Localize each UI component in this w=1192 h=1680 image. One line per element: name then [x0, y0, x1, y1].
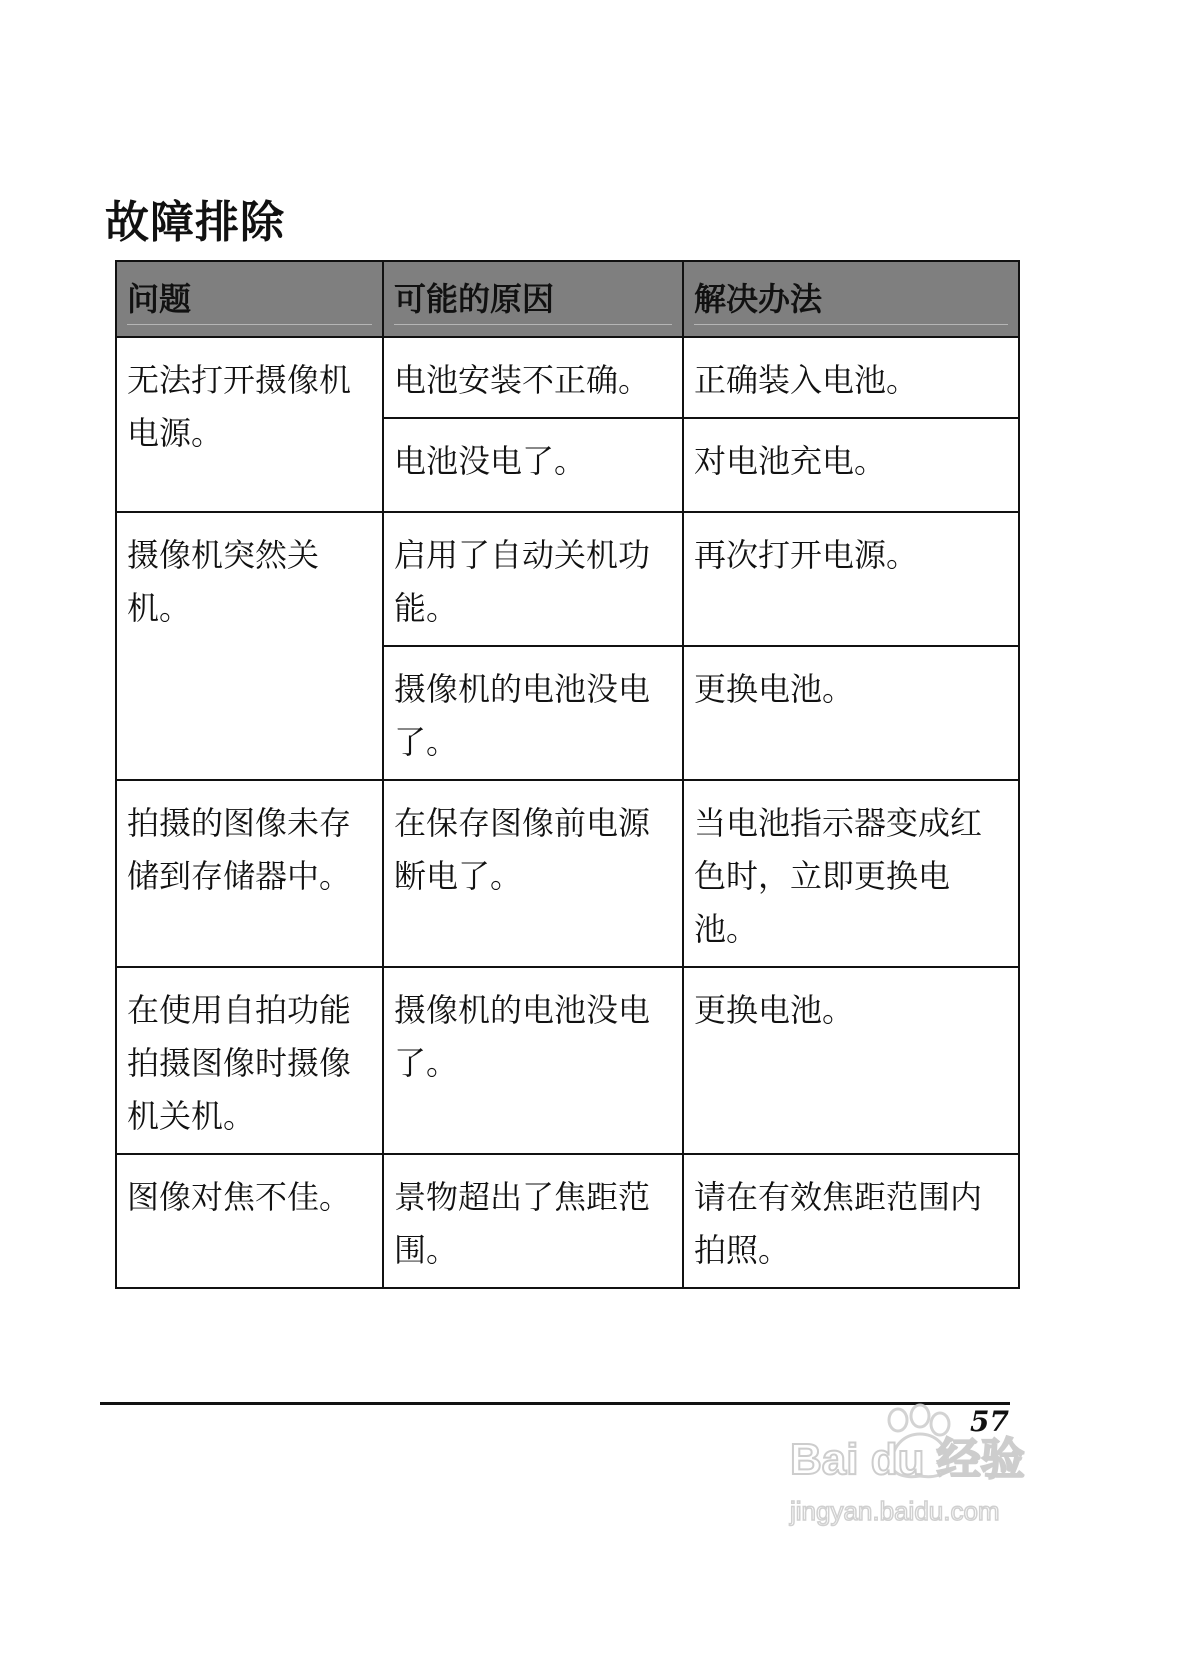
- cause-cell: 在保存图像前电源断电了。: [383, 780, 683, 967]
- solution-cell: 对电池充电。: [683, 418, 1019, 512]
- cause-cell: 摄像机的电池没电了。: [383, 967, 683, 1154]
- cause-cell: 景物超出了焦距范围。: [383, 1154, 683, 1288]
- solution-cell: 再次打开电源。: [683, 512, 1019, 646]
- table-row: [116, 337, 1019, 418]
- problem-cell: 无法打开摄像机电源。: [116, 337, 383, 512]
- page-number: 57: [970, 1405, 1009, 1438]
- header-solution: 解决办法: [683, 261, 1019, 337]
- table-row: [116, 1154, 1019, 1288]
- cause-cell: 摄像机的电池没电了。: [383, 646, 683, 780]
- table-row: [116, 967, 1019, 1154]
- table-row: [116, 780, 1019, 967]
- problem-cell: 拍摄的图像未存储到存储器中。: [116, 780, 383, 967]
- solution-cell: 正确装入电池。: [683, 337, 1019, 418]
- solution-cell: 当电池指示器变成红色时，立即更换电池。: [683, 780, 1019, 967]
- header-problem: 问题: [116, 261, 383, 337]
- solution-cell: 更换电池。: [683, 967, 1019, 1154]
- problem-cell: 在使用自拍功能拍摄图像时摄像机关机。: [116, 967, 383, 1154]
- cause-cell: 电池没电了。: [383, 418, 683, 512]
- troubleshooting-table: [115, 260, 1020, 1289]
- watermark-url: jingyan.baidu.com: [790, 1496, 1000, 1526]
- page-title: 故障排除: [105, 197, 285, 248]
- solution-cell: 请在有效焦距范围内拍照。: [683, 1154, 1019, 1288]
- solution-cell: 更换电池。: [683, 646, 1019, 780]
- table-row: [116, 512, 1019, 646]
- header-cause: 可能的原因: [383, 261, 683, 337]
- table-header-row: [116, 261, 1019, 337]
- problem-cell: 摄像机突然关机。: [116, 512, 383, 780]
- cause-cell: 电池安装不正确。: [383, 337, 683, 418]
- baidu-jingyan-watermark: [780, 1402, 1070, 1542]
- cause-cell: 启用了自动关机功能。: [383, 512, 683, 646]
- watermark-brand: Bai du 经验: [790, 1435, 1025, 1484]
- problem-cell: 图像对焦不佳。: [116, 1154, 383, 1288]
